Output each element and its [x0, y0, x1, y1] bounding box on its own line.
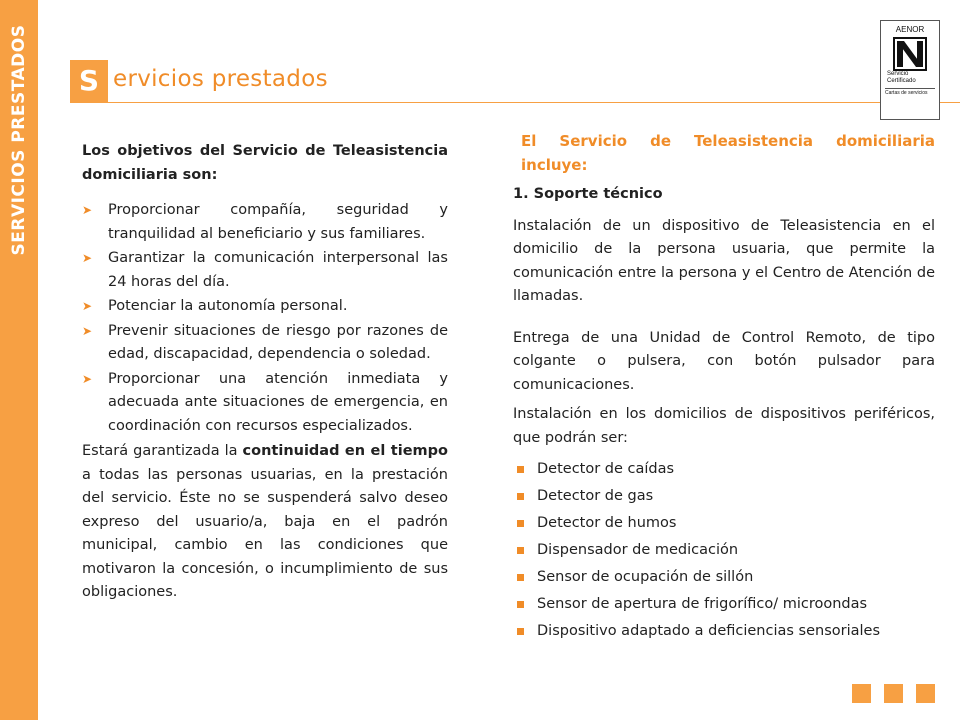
- square-bullet-icon: [517, 601, 524, 608]
- right-column: [513, 130, 935, 647]
- logo-brand: AENOR: [895, 25, 925, 34]
- arrow-bullet-icon: ➤: [82, 323, 93, 338]
- list-item: Sensor de apertura de frigorífico/ microondas: [513, 593, 935, 617]
- square-bullet-icon: [517, 628, 524, 635]
- square-bullet-icon: [517, 520, 524, 527]
- includes-heading: El Servicio de Teleasistencia domiciliaria incluye:: [521, 132, 935, 174]
- peripherals-paragraph: Instalación en los domicilios de dispositivos periféricos, que podrán ser:: [513, 406, 935, 446]
- remote-unit-paragraph: Entrega de una Unidad de Control Remoto, de tipo colgante o pulsera, con botón pulsador para comunicaciones.: [513, 329, 935, 393]
- aenor-n-icon: [893, 37, 927, 71]
- sidebar-band: [0, 0, 38, 720]
- list-item: Dispositivo adaptado a deficiencias sensoriales: [513, 620, 935, 644]
- square-bullet-icon: [517, 574, 524, 581]
- square-bullet-icon: [517, 547, 524, 554]
- list-item: ➤ Proporcionar una atención inmediata y adecuada ante situaciones de emergencia, en coordinación con recursos especializados.: [82, 368, 448, 439]
- list-item: Detector de caídas: [513, 458, 935, 482]
- logo-sub1: Servicio: [887, 71, 909, 77]
- objectives-heading: Los objetivos del Servicio de Teleasistencia domiciliaria son:: [82, 143, 448, 183]
- arrow-bullet-icon: ➤: [82, 299, 93, 313]
- arrow-bullet-icon: ➤: [82, 251, 93, 265]
- list-item: Sensor de ocupación de sillón: [513, 566, 935, 590]
- devices-list: [513, 458, 935, 644]
- list-item: ➤ Proporcionar compañía, seguridad y tranquilidad al beneficiario y sus familiares.: [82, 199, 448, 246]
- arrow-bullet-icon: ➤: [82, 203, 93, 217]
- list-item: ➤ Prevenir situaciones de riesgo por razones de edad, discapacidad, dependencia o soledad.: [82, 320, 448, 367]
- list-item: Detector de gas: [513, 485, 935, 509]
- left-column: [82, 140, 448, 605]
- logo-sub2: Certificado: [887, 78, 916, 84]
- square-bullet-icon: [517, 466, 524, 473]
- technical-support-heading: 1. Soporte técnico: [513, 186, 663, 202]
- decor-square: [852, 684, 871, 703]
- decor-square: [884, 684, 903, 703]
- continuity-paragraph: Estará garantizada la continuidad en el tiempo a todas las personas usuarias, en la prestación del servicio. Éste no se suspenderá salvo deseo expreso del usuario/a, baja en el padrón municipal, cambio en las condiciones que motivaron la concesión, o incumplimiento de sus obligaciones.: [82, 443, 448, 600]
- page-title: ervicios prestados: [113, 66, 328, 92]
- square-bullet-icon: [517, 493, 524, 500]
- arrow-bullet-icon: ➤: [82, 371, 93, 386]
- logo-bottom: Cartas de servicios: [885, 88, 935, 96]
- aenor-logo: [880, 20, 940, 120]
- list-item: Detector de humos: [513, 512, 935, 536]
- title-initial: S: [70, 60, 108, 102]
- installation-paragraph: Instalación de un dispositivo de Teleasistencia en el domicilio de la persona usuaria, que permite la comunicación entre la persona y el Centro de Atención de llamadas.: [513, 217, 935, 304]
- title-divider: [70, 102, 960, 103]
- objectives-list: [82, 199, 448, 438]
- list-item: Dispensador de medicación: [513, 539, 935, 563]
- decor-square: [916, 684, 935, 703]
- list-item: ➤ Potenciar la autonomía personal.: [82, 295, 448, 319]
- list-item: ➤ Garantizar la comunicación interpersonal las 24 horas del día.: [82, 247, 448, 294]
- continuity-emphasis: continuidad en el tiempo: [242, 443, 448, 459]
- sidebar-label: SERVICIOS PRESTADOS: [9, 24, 29, 256]
